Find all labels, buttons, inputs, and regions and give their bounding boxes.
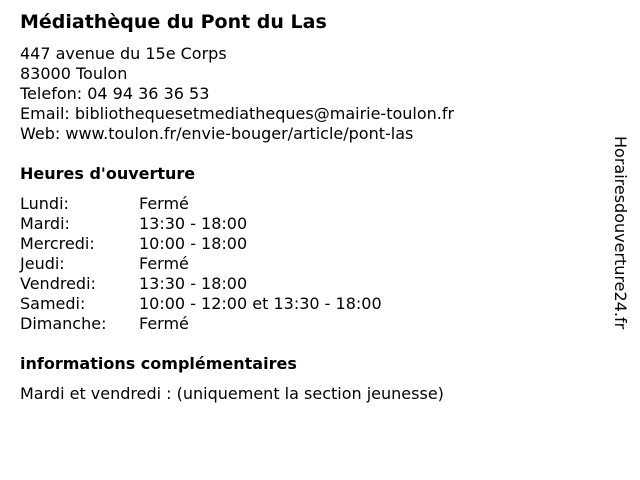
hours-row-thursday — [20, 254, 382, 274]
address-block — [20, 44, 454, 144]
hours-row-sunday — [20, 314, 382, 334]
day-hours: Fermé — [139, 194, 189, 213]
hours-table — [20, 194, 382, 334]
day-hours: 10:00 - 12:00 et 13:30 - 18:00 — [139, 294, 382, 313]
info-heading: informations complémentaires — [20, 354, 297, 373]
hours-row-tuesday — [20, 214, 382, 234]
day-hours: 13:30 - 18:00 — [139, 274, 248, 293]
email-line: Email: bibliothequesetmediatheques@mairie-toulon.fr — [20, 104, 455, 123]
day-label: Jeudi: — [20, 254, 65, 273]
day-label: Mardi: — [20, 214, 70, 233]
day-hours: Fermé — [139, 314, 189, 333]
day-label: Vendredi: — [20, 274, 96, 293]
hours-row-friday — [20, 274, 382, 294]
hours-row-saturday — [20, 294, 382, 314]
hours-row-wednesday — [20, 234, 382, 254]
info-text: Mardi et vendredi : (uniquement la section jeunesse) — [20, 384, 444, 403]
city-line: 83000 Toulon — [20, 64, 128, 83]
page-title: Médiathèque du Pont du Las — [20, 11, 327, 33]
web-line: Web: www.toulon.fr/envie-bouger/article/pont-las — [20, 124, 414, 143]
phone-line: Telefon: 04 94 36 36 53 — [20, 84, 210, 103]
day-label: Mercredi: — [20, 234, 95, 253]
hours-row-monday — [20, 194, 382, 214]
day-label: Dimanche: — [20, 314, 107, 333]
street-line: 447 avenue du 15e Corps — [20, 44, 227, 63]
day-label: Samedi: — [20, 294, 86, 313]
hours-heading: Heures d'ouverture — [20, 164, 196, 183]
site-watermark: Horairesdouverture24.fr — [611, 136, 630, 330]
day-hours: 13:30 - 18:00 — [139, 214, 248, 233]
day-hours: Fermé — [139, 254, 189, 273]
day-hours: 10:00 - 18:00 — [139, 234, 248, 253]
day-label: Lundi: — [20, 194, 69, 213]
